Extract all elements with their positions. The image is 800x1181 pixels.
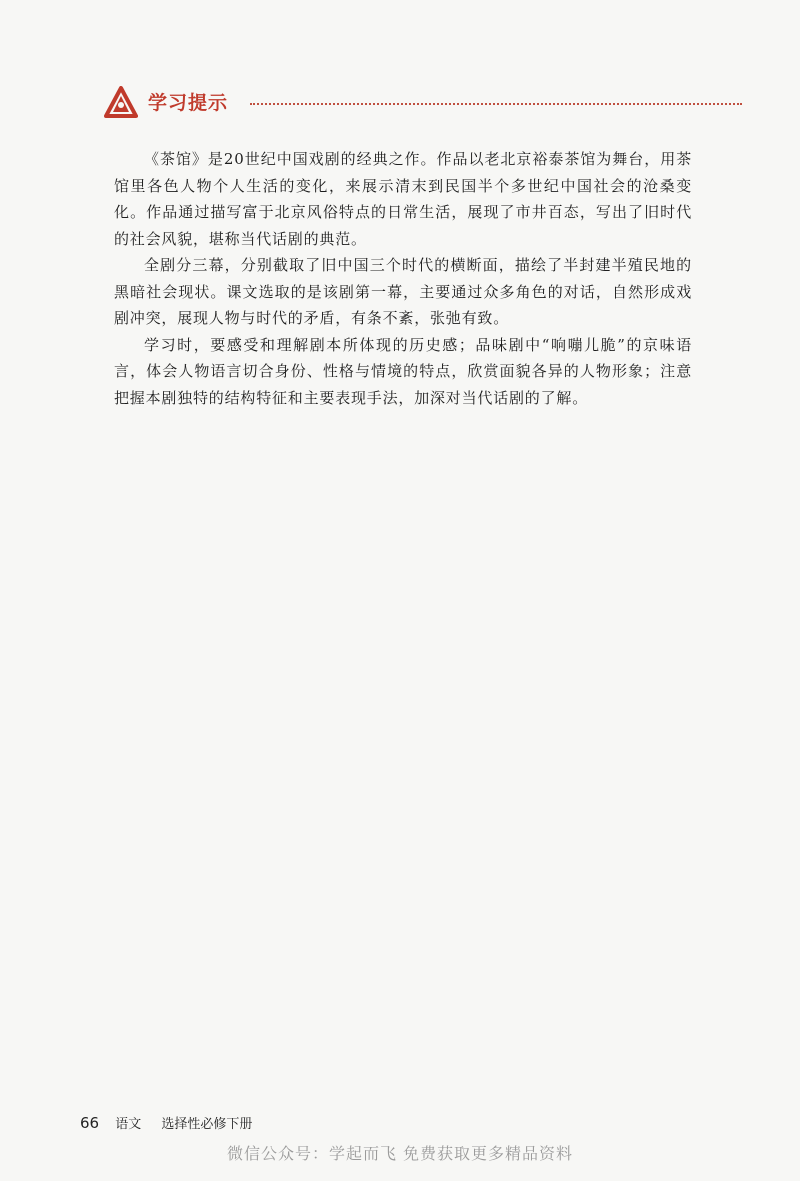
study-tips-body	[114, 146, 692, 411]
header-dotted-divider	[250, 103, 742, 105]
page-number: 66	[80, 1114, 100, 1132]
section-header	[104, 86, 744, 122]
paragraph: 学习时，要感受和理解剧本所体现的历史感；品味剧中“响嘣儿脆”的京味语言，体会人物语言切合身份、性格与情境的特点，欣赏面貌各异的人物形象；注意把握本剧独特的结构特征和主要表现手法，加深对当代话剧的了解。	[114, 335, 692, 407]
page-footer	[80, 1113, 252, 1132]
triangle-people-icon	[104, 86, 138, 120]
watermark-text: 微信公众号：学起而飞 免费获取更多精品资料	[226, 1144, 574, 1163]
section-title: 学习提示	[148, 92, 229, 114]
paragraph: 《茶馆》是20世纪中国戏剧的经典之作。作品以老北京裕泰茶馆为舞台，用茶馆里各色人物个人生活的变化，来展示清末到民国半个多世纪中国社会的沧桑变化。作品通过描写富于北京风俗特点的日常生活，展现了市井百态，写出了旧时代的社会风貌，堪称当代话剧的典范。	[114, 150, 692, 248]
book-title: 选择性必修下册	[161, 1117, 253, 1132]
paragraph: 全剧分三幕，分别截取了旧中国三个时代的横断面，描绘了半封建半殖民地的黑暗社会现状。课文选取的是该剧第一幕，主要通过众多角色的对话，自然形成戏剧冲突，展现人物与时代的矛盾，有条不紊，张弛有致。	[114, 256, 692, 327]
subject-label: 语文	[115, 1117, 142, 1132]
